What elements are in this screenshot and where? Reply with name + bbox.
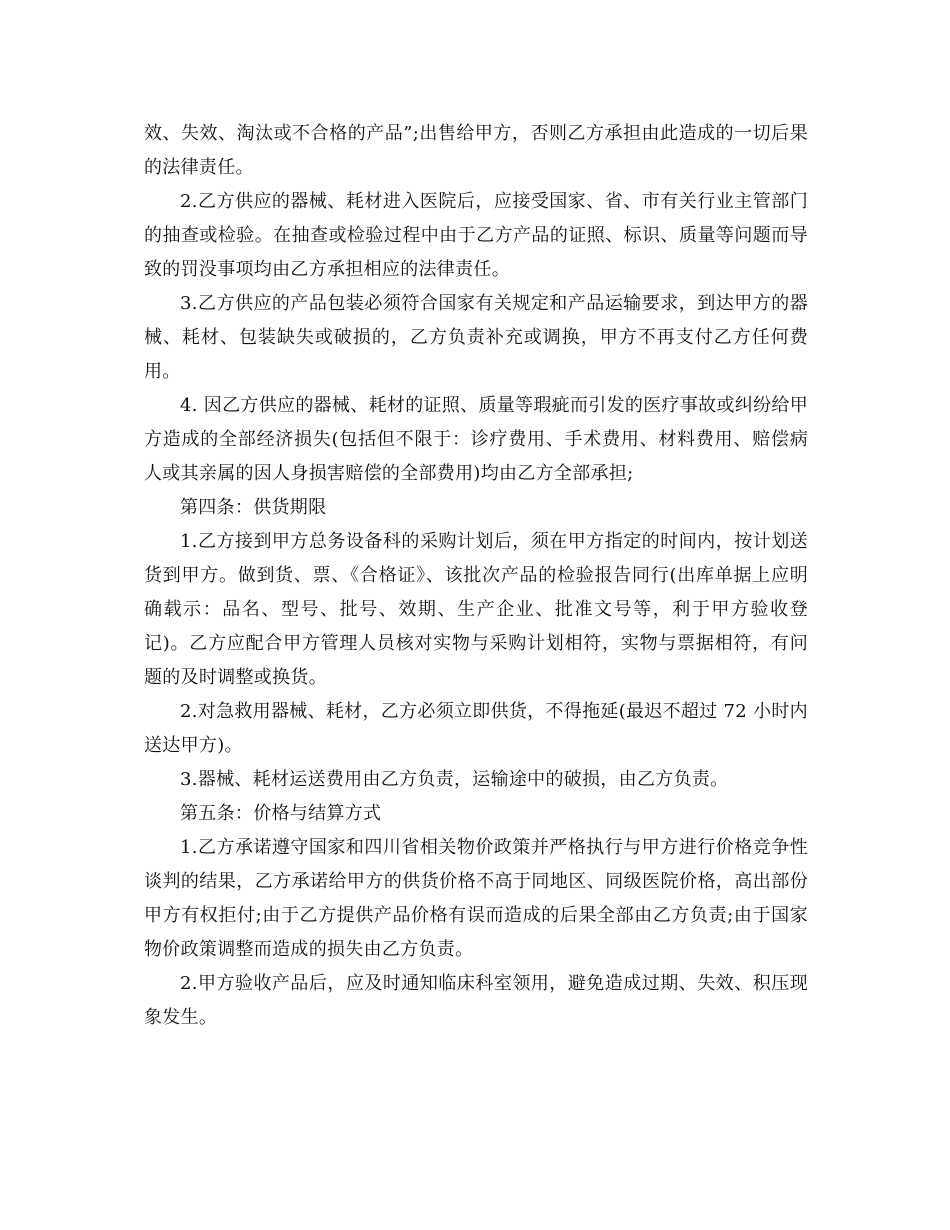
- paragraph-clause-3-3: 3.乙方供应的产品包装必须符合国家有关规定和产品运输要求，到达甲方的器械、耗材、包装缺失或破损的，乙方负责补充或调换，甲方不再支付乙方任何费用。: [144, 293, 808, 382]
- paragraph-clause-4-1: 1.乙方接到甲方总务设备科的采购计划后，须在甲方指定的时间内，按计划送货到甲方。做到货、票、《合格证》、该批次产品的检验报告同行(出库单据上应明确载示：品名、型号、批号、效期、生产企业、批准文号等，利于甲方验收登记)。乙方应配合甲方管理人员核对实物与采购计划相符，实物与票据相符，有问题的及时调整或换货。: [144, 531, 808, 688]
- paragraph-clause-3-2: 2.乙方供应的器械、耗材进入医院后，应接受国家、省、市有关行业主管部门的抽查或检验。在抽查或检验过程中由于乙方产品的证照、标识、质量等问题而导致的罚没事项均由乙方承担相应的法律责任。: [144, 191, 808, 280]
- section-heading-article-4: 第四条：供货期限: [180, 497, 327, 518]
- section-heading-article-5: 第五条：价格与结算方式: [180, 803, 382, 824]
- paragraph-clause-5-1: 1.乙方承诺遵守国家和四川省相关物价政策并严格执行与甲方进行价格竞争性谈判的结果，乙方承诺给甲方的供货价格不高于同地区、同级医院价格，高出部份甲方有权拒付;由于乙方提供产品价格有误而造成的后果全部由乙方负责;由于国家物价政策调整而造成的损失由乙方负责。: [144, 837, 808, 960]
- paragraph-clause-4-3: 3.器械、耗材运送费用由乙方负责，运输途中的破损，由乙方负责。: [180, 769, 729, 790]
- paragraph-clause-5-2: 2.甲方验收产品后，应及时通知临床科室领用，避免造成过期、失效、积压现象发生。: [144, 973, 808, 1028]
- document-body: [144, 117, 808, 1035]
- paragraph-clause-3-4: 4. 因乙方供应的器械、耗材的证照、质量等瑕疵而引发的医疗事故或纠纷给甲方造成的全部经济损失(包括但不限于：诊疗费用、手术费用、材料费用、赔偿病人或其亲属的因人身损害赔偿的全部费用)均由乙方全部承担;: [144, 395, 808, 484]
- paragraph-continuation: 效、失效、淘汰或不合格的产品”;出售给甲方，否则乙方承担由此造成的一切后果的法律责任。: [144, 123, 808, 178]
- paragraph-clause-4-2: 2.对急救用器械、耗材，乙方必须立即供货，不得拖延(最迟不超过 72 小时内送达甲方)。: [144, 701, 808, 756]
